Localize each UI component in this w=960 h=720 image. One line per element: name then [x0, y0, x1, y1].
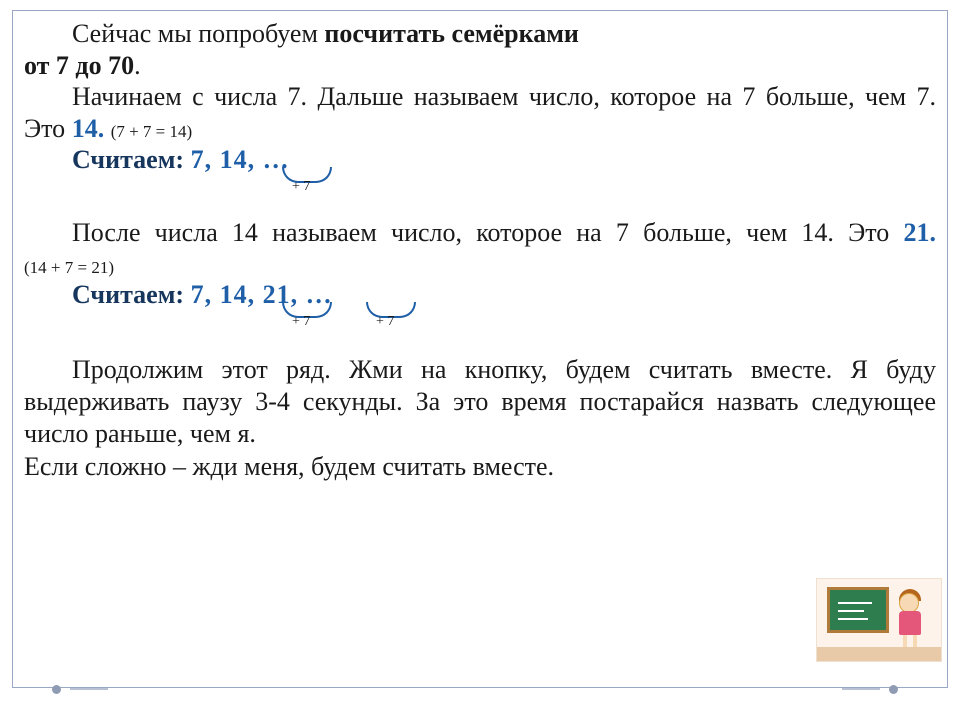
- intro-text-lead: Сейчас мы попробуем: [72, 19, 325, 48]
- intro-bold-range: от 7 до 70: [24, 50, 135, 80]
- illustration-girl-at-blackboard: [816, 578, 942, 662]
- expression-14-plus-7: (14 + 7 = 21): [24, 257, 114, 277]
- count-values-2: 7, 14, 21, …: [190, 280, 333, 310]
- if-hard-text: Если сложно – жди меня, будем считать вместе.: [24, 452, 555, 482]
- paragraph-if-hard: [24, 451, 936, 483]
- count-label-1: Считаем:: [72, 144, 185, 174]
- arc-label-plus-7-a: + 7: [292, 178, 311, 194]
- chalk-line-2: [838, 610, 864, 612]
- decoration-dot-left: [52, 685, 61, 694]
- arc-row-2: [24, 310, 936, 336]
- intro-period: .: [134, 50, 141, 80]
- paragraph-continue-row: [24, 354, 936, 449]
- paragraph-after-fourteen: [24, 217, 936, 280]
- girl-leg-left: [903, 635, 907, 647]
- count-line-2: [24, 280, 936, 336]
- arc-row-1: [24, 175, 936, 201]
- illustration-floor: [817, 647, 941, 661]
- result-21: 21.: [903, 217, 936, 247]
- after-14-text: После числа 14 называем число, которое на 7 больше, чем 14. Это: [72, 217, 904, 247]
- girl-leg-right: [913, 635, 917, 647]
- paragraph-intro: [24, 18, 936, 81]
- girl-body: [899, 611, 921, 635]
- intro-bold-count-by-sevens: посчитать семёрками: [324, 19, 579, 48]
- chalk-line-1: [838, 602, 872, 604]
- result-14: 14.: [71, 114, 105, 144]
- decoration-dash-right: [842, 688, 880, 690]
- decoration-dash-left: [70, 688, 108, 690]
- count-label-2: Считаем:: [72, 280, 185, 310]
- paragraph-start-at-seven: [24, 81, 936, 144]
- count-line-1: [24, 145, 936, 201]
- girl-head: [899, 593, 919, 613]
- start-text: Начинаем с числа 7. Дальше называем число, которое на 7 больше, чем 7. Это: [24, 82, 936, 144]
- arc-label-plus-7-b: + 7: [292, 314, 311, 330]
- count-values-1: 7, 14, …: [190, 144, 290, 174]
- chalk-line-3: [838, 618, 868, 620]
- blackboard-icon: [827, 587, 889, 633]
- continue-text: Продолжим этот ряд. Жми на кнопку, будем считать вместе. Я буду выдерживать паузу 3-4 секунды. За это время постарайся назвать следующее число раньше, чем я.: [24, 355, 936, 448]
- slide-content: [24, 18, 936, 678]
- expression-7-plus-7: (7 + 7 = 14): [110, 122, 193, 142]
- decoration-dot-right: [889, 685, 898, 694]
- arc-label-plus-7-c: + 7: [376, 314, 395, 330]
